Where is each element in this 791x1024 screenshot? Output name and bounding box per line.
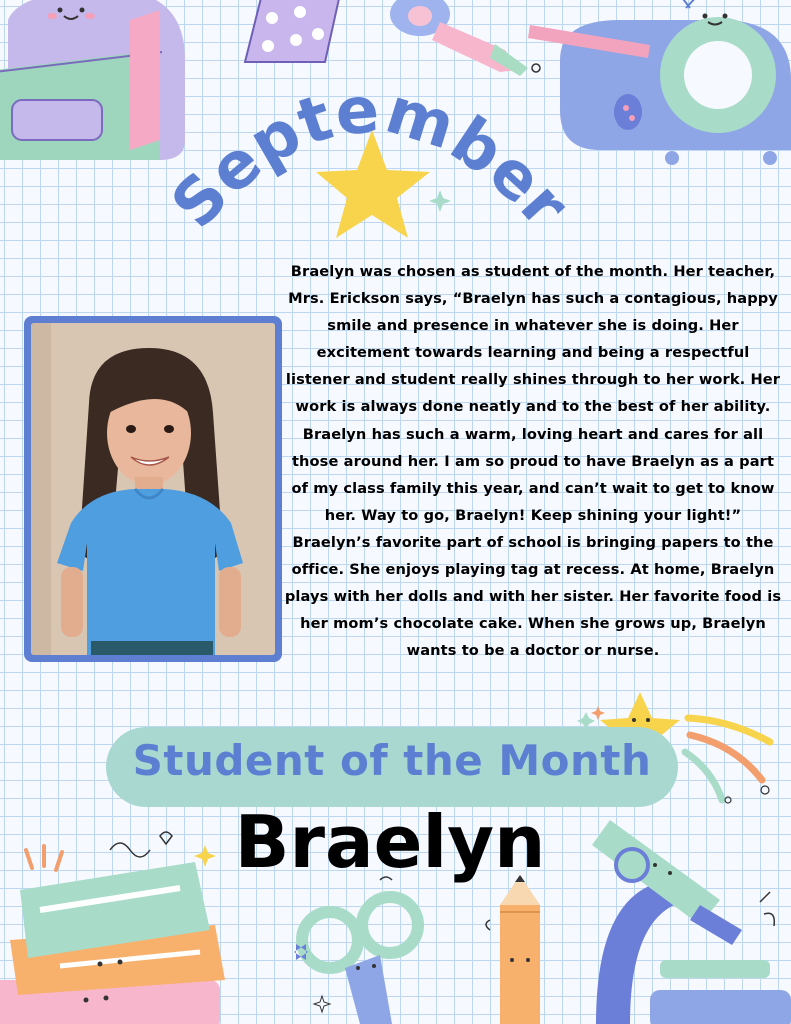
svg-text:September [158, 73, 583, 242]
flower-box-icon [245, 0, 340, 62]
favorites-paragraph: Braelyn’s favorite part of school is bringing papers to the office. She enjoys playing tag at recess. At home, Braelyn plays with her dolls and with her sister. Her favorite food is her mom’s chocolate cake. When she grows up, Braelyn wants to be a doctor or nurse. [284, 533, 782, 660]
student-photo-frame [24, 316, 282, 662]
student-photo [31, 323, 275, 655]
month-title-text: September [157, 73, 583, 243]
student-description [284, 258, 782, 664]
pencil-icon [486, 875, 540, 1024]
microscope-icon [592, 820, 791, 1024]
scissors-icon [294, 877, 418, 1024]
teacher-quote-paragraph: Braelyn was chosen as student of the month. Her teacher, Mrs. Erickson says, “Braelyn has such a contagious, happy smile and presence in whatever she is doing. Her excitement towards learning and being a respectful listener and student really shines through to her work. Her work is always done neatly and to the best of her ability. Braelyn has such a warm, loving heart and cares for all those around her. I am so proud to have Braelyn as a part of my class family this year, and can’t wait to get to know her. Way to go, Braelyn! Keep shining your light!” [285, 263, 781, 524]
banner-label: Student of the Month [132, 736, 652, 785]
student-name: Braelyn [234, 800, 546, 884]
month-title [150, 60, 590, 260]
student-photo-image [31, 323, 275, 655]
